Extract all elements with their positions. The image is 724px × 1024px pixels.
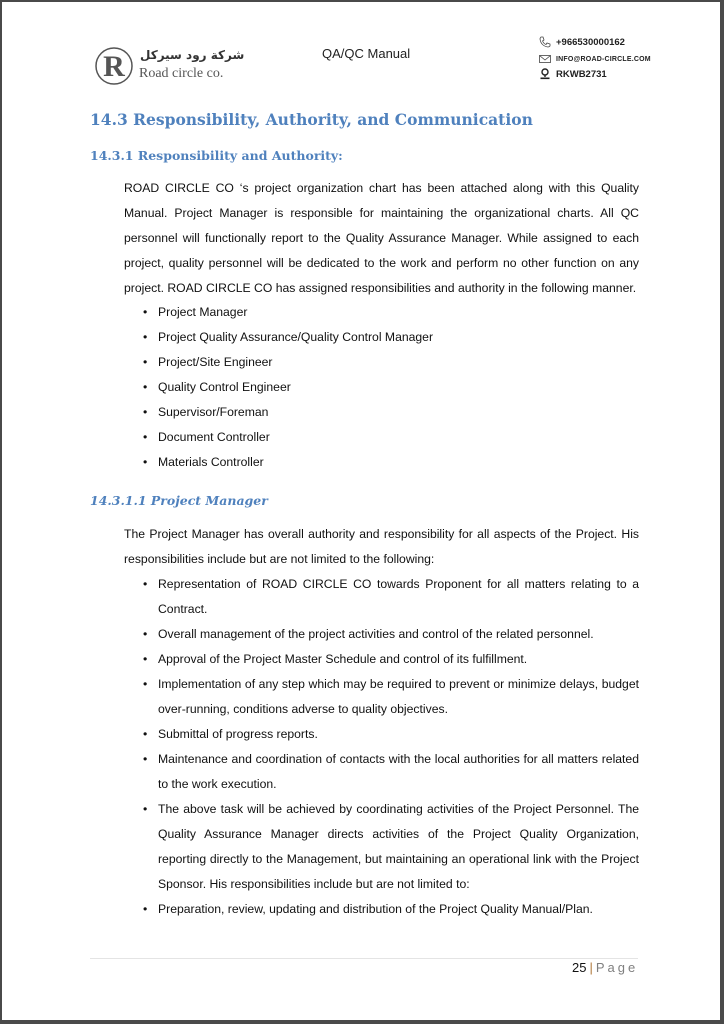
page-label: Page [595,960,639,975]
svg-text:R: R [103,50,125,83]
list-item: • Representation of ROAD CIRCLE CO towards Proponent for all matters relating to a Contract. [124,572,639,622]
document-page [2,2,720,1020]
location-code: RKWB2731 [556,68,607,80]
list-item: • Preparation, review, updating and distribution of the Project Quality Manual/Plan. [124,897,639,922]
roles-list [124,300,639,475]
list-item: • The above task will be achieved by coordinating activities of the Project Personnel. The Quality Assurance Manager directs activities of the Project Quality Organization, reporting directly to the Management, but maintaining an operational link with the Project Sponsor. His responsibilities include but are not limited to: [124,797,639,897]
subsection-heading: 14.3.1 Responsibility and Authority: [90,148,343,163]
list-item: • Maintenance and coordination of contacts with the local authorities for all matters related to the work execution. [124,747,639,797]
contact-email [539,53,651,65]
list-item: • Materials Controller [124,450,639,475]
list-item: • Overall management of the project activities and control of the related personnel. [124,622,639,647]
company-logo-icon [94,46,134,86]
list-item: • Project Manager [124,300,639,325]
page-number-value: 25 [572,960,587,975]
list-item: • Submittal of progress reports. [124,722,639,747]
company-name: Road circle co. [139,66,224,81]
list-item: • Quality Control Engineer [124,375,639,400]
list-item: • Project/Site Engineer [124,350,639,375]
section-heading: 14.3 Responsibility, Authority, and Communication [90,110,533,129]
contact-phone [539,36,625,48]
page-separator: | [589,960,593,975]
phone-icon [539,36,551,48]
subsubsection-heading: 14.3.1.1 Project Manager [90,493,268,508]
intro-paragraph: ROAD CIRCLE CO ‘s project organization chart has been attached along with this Quality Manual. Project Manager is responsible for maintaining the organizational charts. All QC personnel will functionally report to the Quality Assurance Manager. While assigned to each project, quality personnel will be dedicated to the work and perform no other function on any project. ROAD CIRCLE CO has assigned responsibilities and authority in the following manner. [124,181,639,295]
list-item: • Project Quality Assurance/Quality Control Manager [124,325,639,350]
list-item: • Supervisor/Foreman [124,400,639,425]
location-pin-icon [539,68,551,80]
list-item: • Approval of the Project Master Schedule and control of its fulfillment. [124,647,639,672]
contact-location [539,68,607,80]
envelope-icon [539,53,551,65]
company-name-arabic: شركة رود سيركل [140,48,245,62]
list-item: • Document Controller [124,425,639,450]
project-manager-paragraph: The Project Manager has overall authority and responsibility for all aspects of the Project. His responsibilities include but are not limited to the following: [124,527,639,566]
responsibilities-list [124,572,639,922]
phone-number: +966530000162 [556,36,625,48]
list-item: • Implementation of any step which may be required to prevent or minimize delays, budget over-running, conditions adverse to quality objectives. [124,672,639,722]
page-number [572,960,638,975]
footer-divider [90,958,638,959]
email-address: INFO@ROAD-CIRCLE.COM [556,55,651,63]
document-title: QA/QC Manual [322,46,411,61]
